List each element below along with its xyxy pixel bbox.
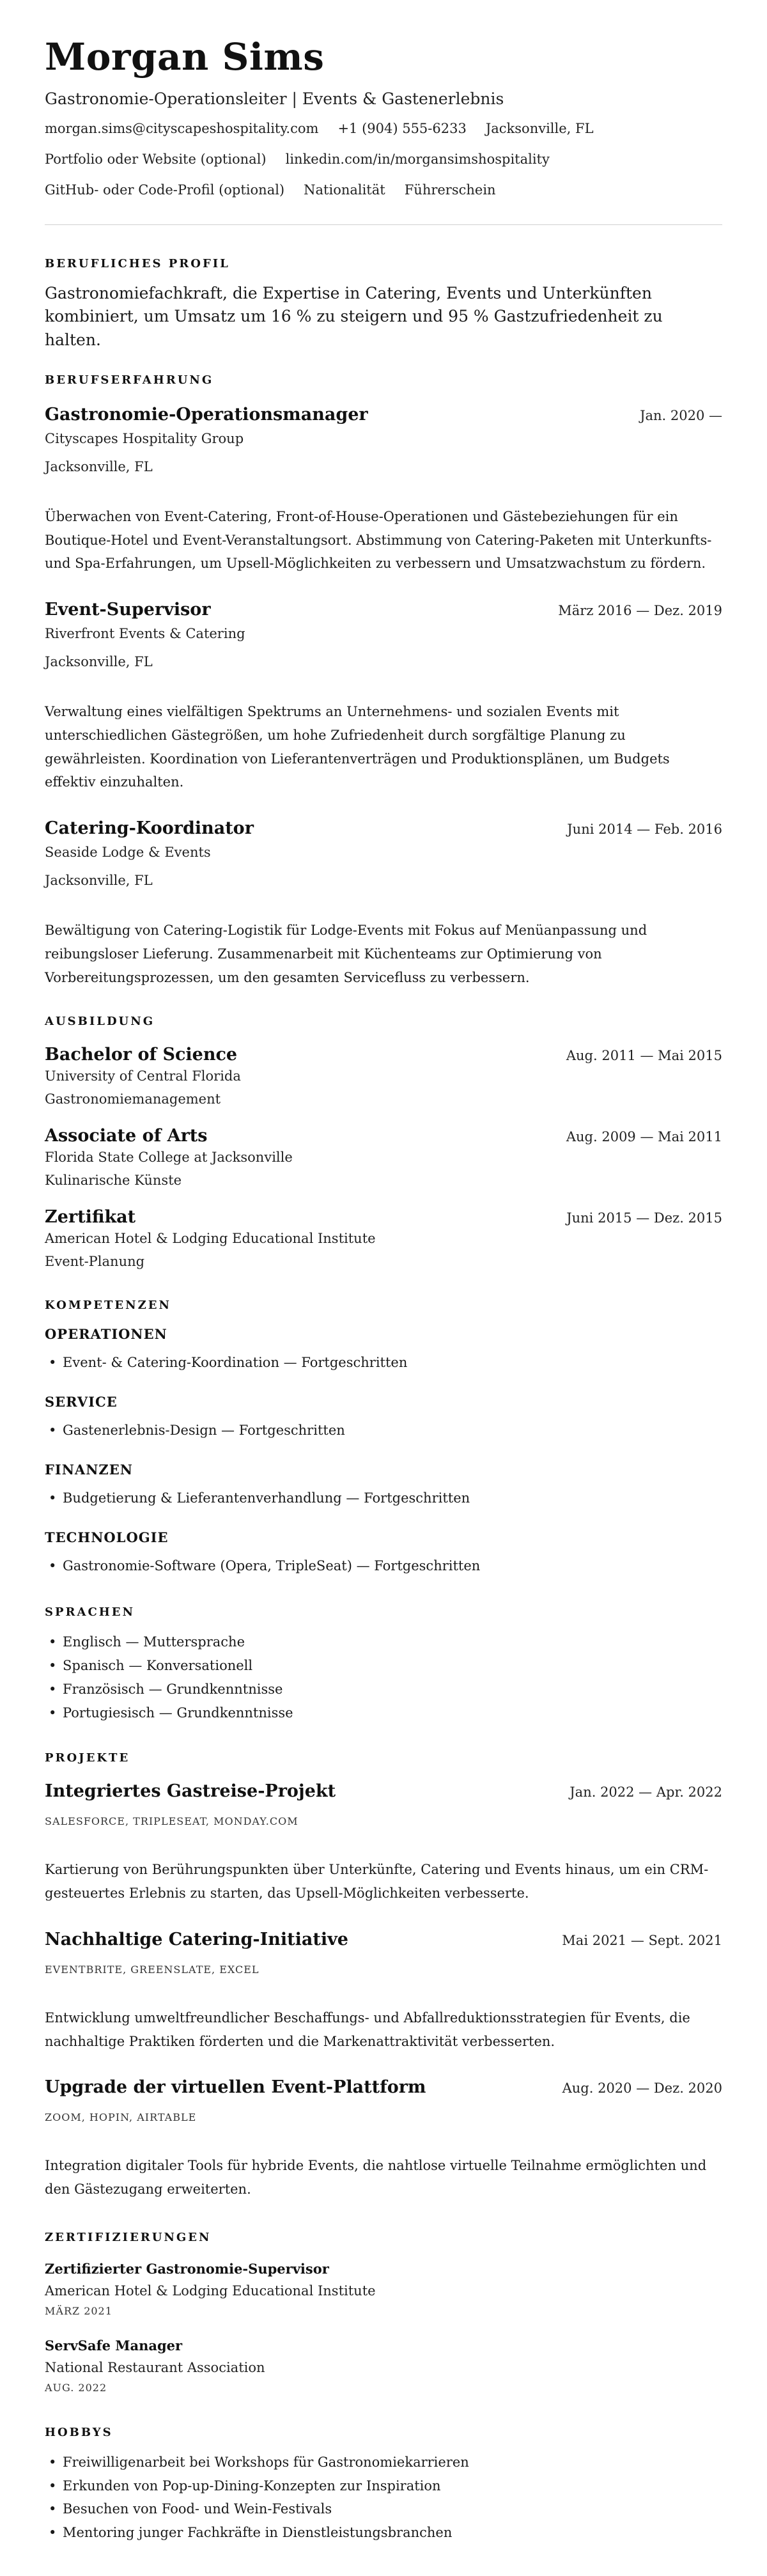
project-entry [45,1930,722,2054]
language-item: • Französisch — Grundkenntnisse [45,1678,722,1701]
degree-field: Kulinarische Künste [45,1173,182,1189]
job-title: Catering-Koordinator [45,818,254,838]
contact-line-extra [45,182,722,198]
hobby-item: • Erkunden von Pop-up-Dining-Konzepten zur Inspiration [45,2474,722,2498]
contact-license: Führerschein [404,182,496,198]
job-description: Bewältigung von Catering-Logistik für Lodge-Events mit Fokus auf Menüanpassung und reibungsloser Lieferung. Zusammenarbeit mit Küchenteams zur Optimierung von Vorbereitungsprozessen, um den gesamten Servicefluss zu verbessern. [45,923,647,985]
skill-item: • Budgetierung & Lieferantenverhandlung — Fortgeschritten [45,1487,722,1510]
skill-item: • Event- & Catering-Koordination — Fortgeschritten [45,1351,722,1375]
certification-entry [45,2338,722,2394]
section-title-skills: KOMPETENZEN [45,1299,171,1313]
project-entry [45,1781,722,1905]
contact-github[interactable]: GitHub- oder Code-Profil (optional) [45,182,285,198]
degree-school: American Hotel & Lodging Educational Institute [45,1231,376,1247]
experience-entry [45,818,722,989]
project-title: Upgrade der virtuellen Event-Plattform [45,2077,426,2098]
language-list [45,1630,722,1724]
experience-entry [45,600,722,794]
hobby-item: • Mentoring junger Fachkräfte in Dienstleistungsbranchen [45,2521,722,2545]
job-company: Riverfront Events & Catering [45,626,245,641]
experience-entry [45,405,722,575]
language-item: • Portugiesisch — Grundkenntnisse [45,1701,722,1725]
resume-header [45,35,722,198]
hobby-item: • Besuchen von Food- und Wein-Festivals [45,2497,722,2521]
project-description: Integration digitaler Tools für hybride Events, die nahtlose virtuelle Teilnahme ermöglichten und den Gästezugang erweiterten. [45,2158,707,2197]
degree-school: Florida State College at Jacksonville [45,1150,293,1166]
project-title: Integriertes Gastreise-Projekt [45,1781,336,1802]
education-entry [45,1126,722,1188]
degree-title: Associate of Arts [45,1126,208,1146]
certification-org: National Restaurant Association [45,2359,265,2375]
candidate-headline: Gastronomie-Operationsleiter | Events & Gastenerlebnis [45,90,504,108]
certifications-section [45,2231,722,2394]
hobby-list [45,2451,722,2545]
job-location: Jacksonville, FL [45,873,153,888]
candidate-name: Morgan Sims [45,35,325,79]
job-title: Gastronomie-Operationsmanager [45,404,368,425]
skill-category: FINANZEN [45,1461,133,1478]
project-title: Nachhaltige Catering-Initiative [45,1929,348,1949]
project-date: Mai 2021 — Sept. 2021 [562,1932,722,1948]
hobbies-section [45,2426,722,2545]
certification-name: ServSafe Manager [45,2337,183,2354]
profile-section [45,257,722,352]
degree-school: University of Central Florida [45,1068,241,1084]
skill-item: • Gastenerlebnis-Design — Fortgeschritten [45,1419,722,1442]
skill-list [45,1487,722,1510]
skill-list [45,1351,722,1375]
job-description: Überwachen von Event-Catering, Front-of-House-Operationen und Gästebeziehungen für ein Boutique-Hotel und Event-Veranstaltungsort. Abstimmung von Catering-Paketen mit Unterkunfts- und Spa-Erfahrungen, um Upsell-Möglichkeiten zu verbessern und Umsatzwachstum zu fördern. [45,508,712,572]
project-tech: EVENTBRITE, GREENSLATE, EXCEL [45,1963,260,1976]
section-title-certifications: ZERTIFIZIERUNGEN [45,2230,212,2244]
hobby-item: • Freiwilligenarbeit bei Workshops für Gastronomiekarrieren [45,2451,722,2474]
degree-date: Aug. 2011 — Mai 2015 [566,1048,722,1064]
contact-line-primary [45,121,722,136]
education-entry [45,1045,722,1107]
certification-entry [45,2261,722,2317]
section-title-experience: BERUFSERFAHRUNG [45,373,214,387]
certification-date: MÄRZ 2021 [45,2304,112,2317]
job-company: Cityscapes Hospitality Group [45,430,244,446]
skill-list [45,1554,722,1578]
degree-date: Juni 2015 — Dez. 2015 [566,1210,722,1226]
job-location: Jacksonville, FL [45,458,153,474]
projects-section [45,1751,722,2201]
contact-line-links [45,152,722,167]
certification-org: American Hotel & Lodging Educational Institute [45,2283,376,2299]
project-description: Entwicklung umweltfreundlicher Beschaffungs- und Abfallreduktionsstrategien für Events, die nachhaltige Praktiken förderten und die Markenattraktivität verbesserten. [45,2010,690,2049]
degree-date: Aug. 2009 — Mai 2011 [566,1129,722,1145]
skills-section [45,1299,722,1577]
contact-nationality: Nationalität [304,182,385,198]
job-company: Seaside Lodge & Events [45,845,211,860]
language-item: • Spanisch — Konversationell [45,1654,722,1678]
profile-summary: Gastronomiefachkraft, die Expertise in Catering, Events und Unterkünften kombiniert, um Umsatz um 16 % zu steigern und 95 % Gastzufriedenheit zu halten. [45,284,663,349]
job-date: März 2016 — Dez. 2019 [558,603,722,618]
skill-category: TECHNOLOGIE [45,1529,169,1545]
project-date: Aug. 2020 — Dez. 2020 [562,2080,722,2096]
section-title-hobbies: HOBBYS [45,2425,113,2439]
skill-category: SERVICE [45,1394,118,1410]
contact-email[interactable]: morgan.sims@cityscapeshospitality.com [45,121,319,136]
section-title-profile: BERUFLICHES PROFIL [45,257,230,270]
languages-section [45,1605,722,1724]
job-location: Jacksonville, FL [45,654,153,669]
contact-portfolio[interactable]: Portfolio oder Website (optional) [45,152,267,167]
degree-title: Zertifikat [45,1207,136,1228]
job-description: Verwaltung eines vielfältigen Spektrums an Unternehmens- und sozialen Events mit unterschiedlichen Gästegrößen, um hohe Zufriedenheit durch sorgfältige Planung zu gewährleisten. Koordination von Lieferantenverträgen und Produktionsplänen, um Budgets effektiv einzuhalten. [45,704,670,790]
certification-date: AUG. 2022 [45,2381,107,2394]
skill-item: • Gastronomie-Software (Opera, TripleSeat) — Fortgeschritten [45,1554,722,1578]
project-description: Kartierung von Berührungspunkten über Unterkünfte, Catering und Events hinaus, um ein CRM-gesteuertes Erlebnis zu starten, das Upsell-Möglichkeiten verbesserte. [45,1862,709,1901]
project-tech: SALESFORCE, TRIPLESEAT, MONDAY.COM [45,1815,298,1828]
education-section [45,1015,722,1269]
degree-title: Bachelor of Science [45,1045,238,1065]
contact-location: Jacksonville, FL [485,121,594,136]
certification-name: Zertifizierter Gastronomie-Supervisor [45,2260,329,2277]
section-title-education: AUSBILDUNG [45,1015,155,1029]
education-entry [45,1207,722,1269]
degree-field: Gastronomiemanagement [45,1091,221,1107]
degree-field: Event-Planung [45,1254,145,1270]
project-date: Jan. 2022 — Apr. 2022 [569,1784,722,1800]
contact-linkedin[interactable]: linkedin.com/in/morgansimshospitality [285,152,550,167]
language-item: • Englisch — Muttersprache [45,1630,722,1654]
project-tech: ZOOM, HOPIN, AIRTABLE [45,2111,197,2124]
contact-phone[interactable]: +1 (904) 555-6233 [337,121,467,136]
section-title-languages: SPRACHEN [45,1605,135,1620]
project-entry [45,2077,722,2201]
job-date: Jan. 2020 — [640,407,722,423]
job-title: Event-Supervisor [45,600,211,620]
skill-list [45,1419,722,1442]
header-divider [45,224,722,225]
experience-section [45,373,722,990]
section-title-projects: PROJEKTE [45,1751,130,1765]
job-date: Juni 2014 — Feb. 2016 [567,822,722,837]
skill-category: OPERATIONEN [45,1326,167,1343]
